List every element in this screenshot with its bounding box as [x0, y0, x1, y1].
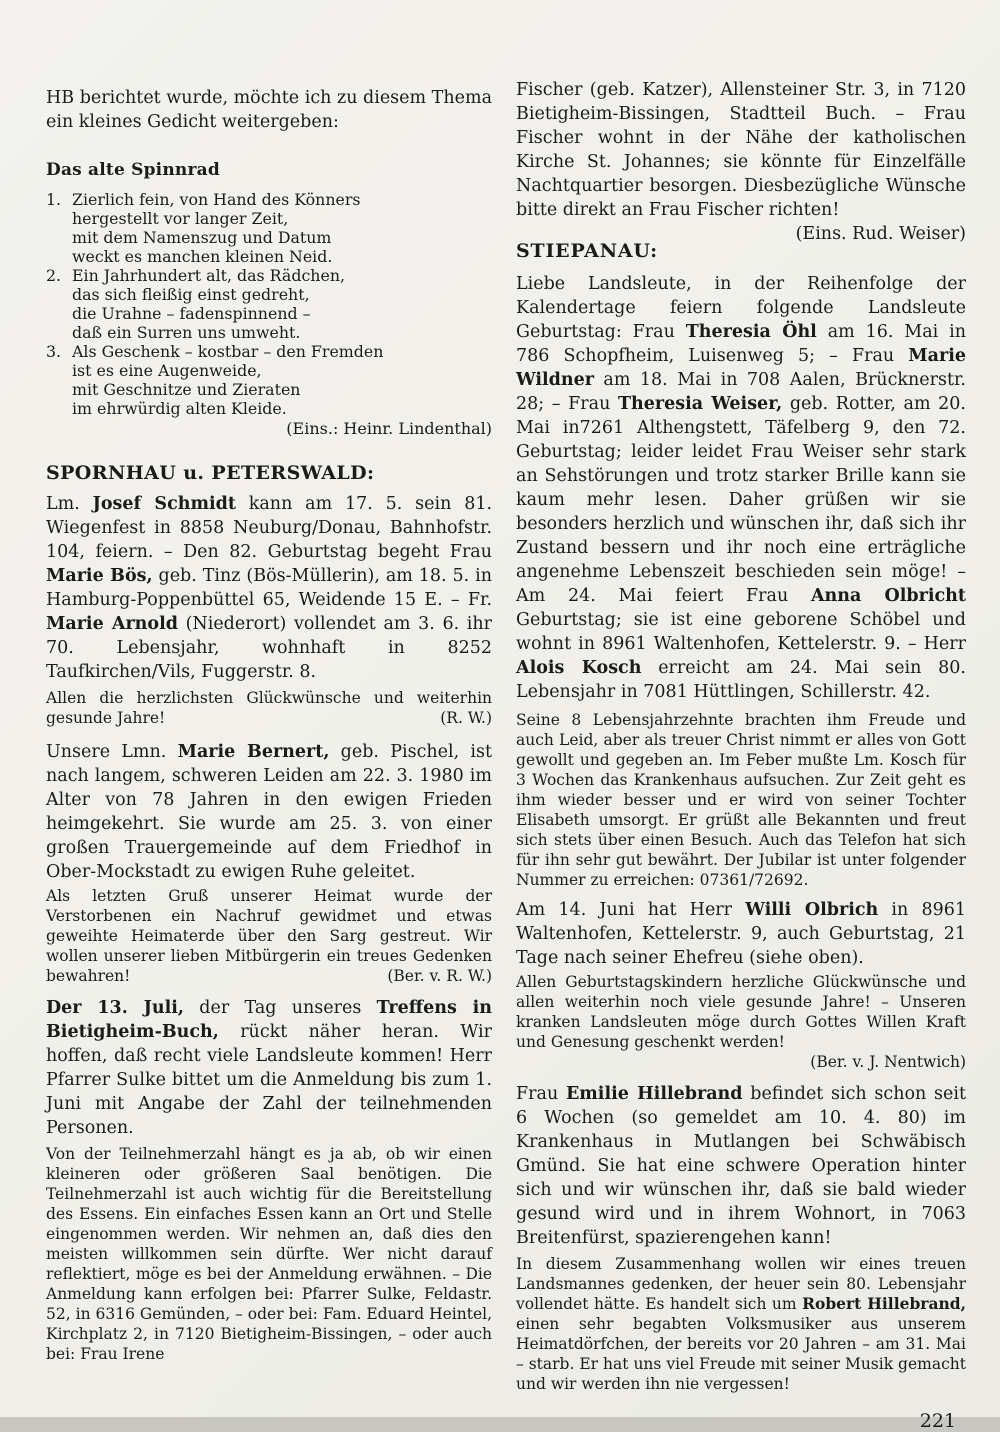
paragraph-text: Fischer (geb. Katzer), Allensteiner Str. 3, in 7120 Bietigheim-Bissingen, Stadtteil Buch. – Frau Fischer wohnt in der Nähe der katholischen Kirche St. Johannes; sie könnte für Einzelfälle Nachtquartier besorgen. Diesbezügliche Wünsche bitte direkt an Frau Fischer richten! — [516, 80, 966, 220]
birthday-wishes-note — [516, 972, 966, 1072]
meeting-note: Von der Teilnehmerzahl hängt es ja ab, ob wir einen kleineren oder größeren Saal benötigen. Die Teilnehmerzahl ist auch wichtig für die Bereitstellung des Essens. Ein einfaches Essen kann an Ort und Stelle eingenommen werden. Wir nehmen an, daß dies den meisten willkommen sein dürfte. Wer nicht darauf reflektiert, möge es bei der Anmeldung erwähnen. – Die Anmeldung kann erfolgen bei: Pfarrer Sulke, Feldastr. 52, in 6316 Gemünden, – oder bei: Fam. Eduard Heintel, Kirchplatz 2, in 7120 Bietigheim-Bissingen, – oder auch bei: Frau Irene — [46, 1145, 493, 1363]
poem-attribution: (Eins.: Heinr. Lindenthal) — [286, 419, 493, 438]
section-heading-spornhau: SPORNHAU u. PETERSWALD: — [46, 462, 375, 484]
poem-line: Zierlich fein, von Hand des Könners — [72, 190, 361, 209]
poem-line: das sich fleißig einst gedreht, — [72, 285, 310, 304]
note-text: Allen die herzlichsten Glückwünsche und weiterhin gesunde Jahre! — [46, 689, 493, 727]
poem-line: mit dem Namenszug und Datum — [72, 228, 332, 247]
note-text: Als letzten Gruß unserer Heimat wurde der Verstorbenen ein Nachruf gewidmet und etwas geweihte Heimaterde über den Sarg gestreut. Wir wollen unserer lieben Mitbürgerin ein treues Gedenken bewahren! — [46, 887, 493, 985]
stanza-number: 3. — [46, 342, 62, 361]
willi-olbrich-paragraph: Am 14. Juni hat Herr Willi Olbrich in 8961 Waltenhofen, Kettelerstr. 9, auch Geburtstag, 21 Tage nach seiner Ehefreu (siehe oben). — [516, 900, 967, 968]
poem-line: mit Geschnitze und Zieraten — [72, 380, 301, 399]
page-number: 221 — [919, 1410, 956, 1432]
poem-line: daß ein Surren uns umweht. — [72, 323, 301, 342]
stanza-number: 2. — [46, 266, 62, 285]
column-right — [516, 78, 966, 1432]
section-heading-stiepanau: STIEPANAU: — [516, 240, 658, 262]
obituary-note — [46, 886, 492, 986]
note-text: Allen Geburtstagskindern herzliche Glückwünsche und allen weiterhin noch viele gesunde Jahre! – Unseren kranken Landsleuten möge durch Gottes Willen Kraft und Genesung geschenkt werden! — [516, 973, 966, 1051]
poem-line: Als Geschenk – kostbar – den Fremden — [72, 342, 384, 361]
stanza-number: 1. — [46, 190, 62, 209]
obituary-paragraph: Unsere Lmn. Marie Bernert, geb. Pischel, ist nach langem, schweren Leiden am 22. 3. 1980 im Alter von 78 Jahren in den ewigen Frieden heimgekehrt. Sie wurde am 25. 3. von einer großen Trauergemeinde auf dem Friedhof in Ober-Mockstadt zu ewigen Ruhe geleitet. — [46, 742, 493, 882]
poem-stanza — [46, 342, 492, 418]
emilie-hillebrand-paragraph: Frau Emilie Hillebrand befindet sich schon seit 6 Wochen (so gemeldet am 10. 4. 80) im Krankenhaus in Mutlangen bei Schwäbisch Gmünd. Sie hat eine schwere Operation hinter sich und wir wünschen ihr, daß sie bald wieder gesund wird und in ihrem Wohnort, in 7063 Breitenfürst, spazierengehen kann! — [516, 1084, 966, 1248]
meeting-paragraph: Der 13. Juli, der Tag unseres Treffens in Bietigheim-Buch, rückt näher heran. Wir hoffen, daß recht viele Landsleute kommen! Herr Pfarrer Sulke bittet um die Anmeldung bis zum 1. Juni mit Angabe der Zahl der teilnehmenden Personen. — [46, 998, 493, 1138]
attribution: (Eins. Rud. Weiser) — [795, 224, 966, 244]
attribution: (Ber. v. J. Nentwich) — [810, 1053, 966, 1071]
poem-title: Das alte Spinnrad — [46, 160, 220, 180]
stiepanau-birthdays-paragraph: Liebe Landsleute, in der Reihenfolge der Kalendertage feiern folgende Landsleute Geburtstag: Frau Theresia Öhl am 16. Mai in 786 Schopfheim, Luisenweg 5; – Frau Marie Wildner am 18. Mai in 708 Aalen, Brücknerstr. 28; – Frau Theresia Weiser, geb. Rotter, am 20. Mai in7261 Althengstett, Täfelberg 9, den 72. Geburtstag; leider leidet Frau Weiser sehr stark an Sehstörungen und trotz starker Brille kann sie kaum mehr lesen. Daher grüßen wir sie besonders herzlich und wünschen ihr, daß sich ihr Zustand bessern und ihr noch eine erträgliche angenehme Lebenszeit beschieden sein möge! – Am 24. Mai feiert Frau Anna Olbricht Geburtstag; sie ist eine geborene Schöbel und wohnt in 8961 Waltenhofen, Kettelerstr. 9. – Herr Alois Kosch erreicht am 24. Mai sein 80. Lebensjahr in 7081 Hüttlingen, Schillerstr. 42. — [516, 274, 966, 702]
intro-paragraph: HB berichtet wurde, möchte ich zu diesem Thema ein kleines Gedicht weitergeben: — [46, 88, 493, 132]
poem-line: im ehrwürdig alten Kleide. — [72, 399, 287, 418]
kosch-note: Seine 8 Lebensjahrzehnte brachten ihm Freude und auch Leid, aber als treuer Christ nimmt er alles von Gott gewollt und gegeben an. Im Feber mußte Lm. Kosch für 3 Wochen das Krankenhaus aufsuchen. Zur Zeit geht es ihm wieder besser und er wird von seiner Tochter Elisabeth umsorgt. Er grüßt alle Bekannten und freut sich stets über einen Besuch. Auch das Telefon hat sich für ihn sehr gut bewährt. Der Jubilar ist unter folgender Nummer zu erreichen: 07361/72692. — [516, 711, 966, 889]
continuation-paragraph — [516, 78, 966, 244]
poem-stanza — [46, 190, 492, 266]
poem-line: weckt es manchen kleinen Neid. — [72, 247, 333, 266]
poem-line: ist es eine Augenweide, — [72, 361, 262, 380]
spornhau-wishes-note — [46, 688, 492, 728]
poem-stanza — [46, 266, 492, 342]
poem-line: die Urahne – fadenspinnend – — [72, 304, 311, 323]
column-left — [46, 78, 492, 1432]
poem-line: Ein Jahrhundert alt, das Rädchen, — [72, 266, 346, 285]
spornhau-birthdays-paragraph: Lm. Josef Schmidt kann am 17. 5. sein 81. Wiegenfest in 8858 Neuburg/Donau, Bahnhofstr. 104, feiern. – Den 82. Geburtstag begeht Frau Marie Bös, geb. Tinz (Bös-Müllerin), am 18. 5. in Hamburg-Poppenbüttel 65, Weidende 15 E. – Fr. Marie Arnold (Niederort) vollendet am 3. 6. ihr 70. Lebensjahr, wohnhaft in 8252 Taufkirchen/Vils, Fuggerstr. 8. — [46, 494, 493, 682]
poem — [46, 190, 492, 438]
poem-line: hergestellt vor langer Zeit, — [72, 209, 289, 228]
attribution: (R. W.) — [440, 709, 493, 727]
robert-hillebrand-note: In diesem Zusammenhang wollen wir eines treuen Landsmannes gedenken, der heuer sein 80. Lebensjahr vollendet hätte. Es handelt sich um Robert Hillebrand, einen sehr begabten Volksmusiker aus unserem Heimatdörfchen, der bereits vor 20 Jahren – am 31. Mai – starb. Er hat uns viel Freude mit seiner Musik gemacht und wir werden ihn nie vergessen! — [516, 1255, 966, 1393]
attribution: (Ber. v. R. W.) — [387, 967, 493, 985]
